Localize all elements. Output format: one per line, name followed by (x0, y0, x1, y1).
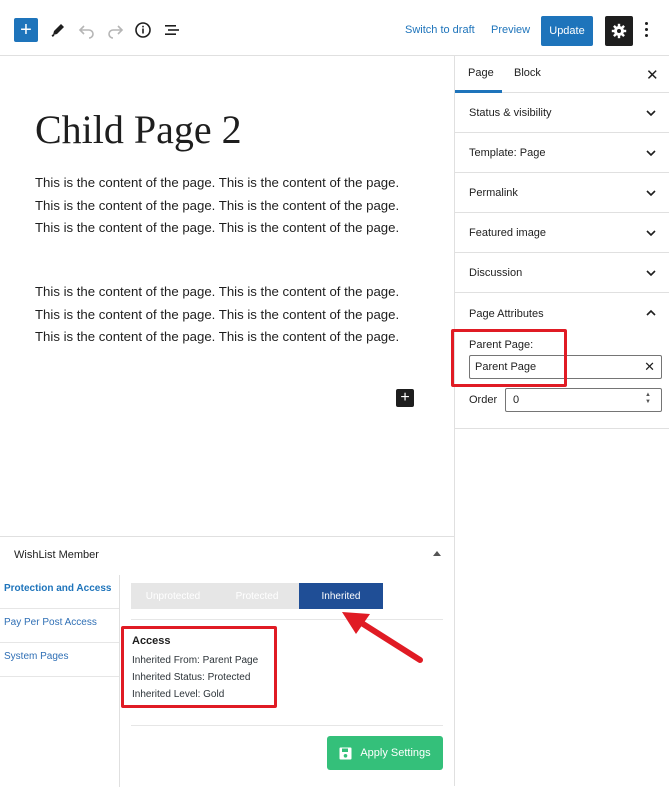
parent-page-select[interactable] (469, 355, 662, 379)
panel-template[interactable] (455, 133, 669, 173)
preview-button[interactable]: Preview (491, 24, 531, 36)
divider (131, 725, 443, 726)
settings-sidebar (454, 56, 669, 786)
chevron-down-icon (645, 268, 657, 278)
sidebar-tabs (455, 56, 669, 93)
divider (131, 619, 443, 620)
switch-to-draft-button[interactable]: Switch to draft (405, 24, 475, 36)
wlm-nav (0, 575, 120, 787)
access-info-box (121, 626, 277, 708)
chevron-down-icon (645, 188, 657, 198)
close-icon[interactable]: ✕ (646, 67, 659, 84)
chevron-down-icon (645, 228, 657, 238)
parent-page-value: Parent Page (475, 361, 537, 373)
spinner-icon[interactable]: ▲ ▼ (645, 392, 651, 405)
panel-title: WishList Member (14, 549, 99, 561)
panel-label: Status & visibility (469, 107, 552, 119)
clear-icon[interactable]: ✕ (644, 359, 655, 374)
tab-block[interactable]: Block (514, 67, 541, 79)
panel-label: Discussion (469, 267, 523, 279)
chevron-up-icon[interactable] (645, 308, 657, 318)
more-vertical-icon[interactable] (642, 22, 650, 42)
apply-settings-label: Apply Settings (360, 747, 431, 759)
order-label: Order (469, 394, 498, 406)
nav-system-pages[interactable]: System Pages (0, 643, 119, 677)
access-title: Access (132, 635, 171, 647)
editor-canvas (0, 56, 454, 536)
inherited-level: Inherited Level: Gold (132, 689, 225, 700)
order-value: 0 (513, 394, 520, 406)
pencil-icon[interactable] (48, 20, 68, 40)
panel-featured-image[interactable] (455, 213, 669, 253)
protection-toggle (131, 583, 383, 609)
collapse-icon[interactable] (433, 551, 441, 556)
info-icon[interactable] (133, 20, 153, 40)
chevron-down-icon (645, 148, 657, 158)
plus-icon: + (400, 389, 410, 406)
update-button[interactable]: Update (541, 16, 593, 46)
inline-add-block-button[interactable] (396, 389, 414, 407)
order-input[interactable] (505, 388, 662, 412)
panel-page-attributes (455, 293, 669, 429)
panel-status-visibility[interactable] (455, 93, 669, 133)
inherited-status: Inherited Status: Protected (132, 672, 251, 683)
segment-protected[interactable]: Protected (235, 590, 279, 602)
list-view-icon[interactable] (162, 20, 182, 40)
nav-protection-access[interactable]: Protection and Access (0, 575, 119, 609)
tab-page[interactable]: Page (468, 67, 494, 79)
parent-page-label: Parent Page: (469, 339, 534, 351)
add-block-button[interactable] (14, 18, 38, 42)
nav-pay-per-post[interactable]: Pay Per Post Access (0, 609, 119, 643)
plus-icon: + (20, 19, 32, 41)
paragraph-block[interactable]: This is the content of the page. This is the content of the page. This is the content of the page. This is the content of the page. This is the content of the page. This is the content of the page. (35, 284, 400, 344)
panel-label: Template: Page (469, 147, 546, 159)
panel-discussion[interactable] (455, 253, 669, 293)
settings-button[interactable] (605, 16, 633, 46)
segment-inherited[interactable]: Inherited (299, 583, 383, 609)
page-title[interactable]: Child Page 2 (35, 107, 242, 152)
editor-toolbar (0, 0, 669, 56)
undo-icon[interactable] (77, 20, 97, 40)
apply-settings-button[interactable] (327, 736, 443, 770)
wishlist-member-panel (0, 536, 454, 786)
panel-label: Permalink (469, 187, 518, 199)
paragraph-block[interactable]: This is the content of the page. This is the content of the page. This is the content of the page. This is the content of the page. This is the content of the page. This is the content of the page. (35, 175, 400, 235)
chevron-down-icon (645, 108, 657, 118)
panel-label: Featured image (469, 227, 547, 239)
gear-icon (611, 23, 627, 39)
segment-unprotected[interactable]: Unprotected (145, 590, 201, 602)
save-icon (339, 747, 352, 760)
panel-label[interactable]: Page Attributes (469, 308, 544, 320)
inherited-from: Inherited From: Parent Page (132, 655, 259, 666)
panel-permalink[interactable] (455, 173, 669, 213)
redo-icon[interactable] (105, 20, 125, 40)
